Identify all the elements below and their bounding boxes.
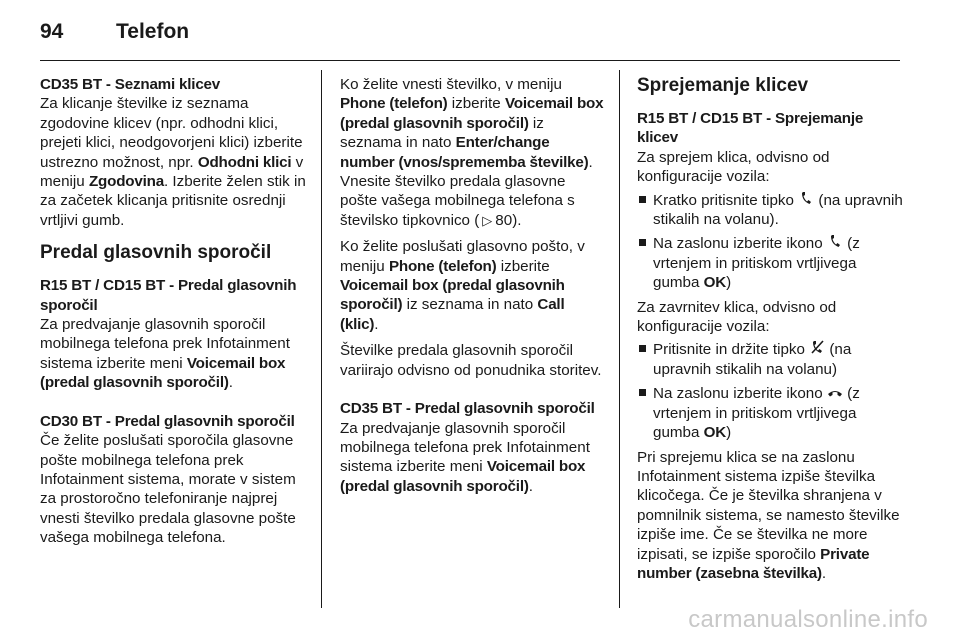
column-3 <box>637 75 905 590</box>
column-divider <box>321 70 322 608</box>
phone-icon <box>827 234 843 253</box>
menu-term: Voicemail box (predal glasovnih sporočil) <box>40 354 286 392</box>
menu-term: Phone (telefon) <box>388 257 497 275</box>
phone-hangup-icon <box>827 384 843 403</box>
section-subtitle: CD35 BT - Predal glasovnih sporočil <box>340 400 595 418</box>
section-subtitle: R15 BT / CD15 BT - Predal glasovnih sporočil <box>40 277 297 314</box>
bullet-icon <box>639 239 646 246</box>
paragraph: Če želite poslušati sporočila glasovne pošte mobilnega telefona prek Infotainment sistema, morate v sistem za prostoročno telefoniranje najprej vnesti številko predala glasovne pošte vašega mobilnega telefona. <box>40 432 296 547</box>
header-rule <box>40 60 900 61</box>
column-1 <box>40 75 308 555</box>
mute-icon <box>809 340 825 359</box>
page-header <box>40 20 920 46</box>
ok-label: OK <box>703 274 727 292</box>
section-subtitle: R15 BT / CD15 BT - Sprejemanje klicev <box>637 110 864 147</box>
bullet-icon <box>639 345 646 352</box>
chapter-title: Telefon <box>116 20 190 43</box>
paragraph: Pri sprejemu klica se na zaslonu Infotainment sistema izpiše številka klicočega. Če je številka shranjena v pomnilnik sistema, se namesto številke izpiše ime. Če se številka ne more izpisati, se izpiše sporočilo Private number (zasebna številka). <box>637 448 900 582</box>
list-item: Pritisnite in držite tipko (na upravnih stikalih na volanu) <box>637 340 905 379</box>
paragraph: Za klicanje številke iz seznama zgodovine klicev (npr. odhodni klici, prejeti klici, neodgovorjeni klici) izberite ustrezno možnost, npr. Odhodni klici v meniju Zgodovina. Izberite želen stik in za začetek klicanja pritisnite osrednji vrtljivi gumb. <box>40 95 306 229</box>
bullet-list <box>637 191 905 293</box>
paragraph: Ko želite poslušati glasovno pošto, v meniju Phone (telefon) izberite Voicemail box (predal glasovnih sporočil) iz seznama in nato Call (klic). <box>340 238 585 333</box>
ok-label: OK <box>703 424 727 442</box>
column-2 <box>340 75 606 503</box>
paragraph: Za zavrnitev klica, odvisno od konfiguracije vozila: <box>637 298 837 336</box>
menu-term: Voicemail box (predal glasovnih sporočil) <box>340 277 565 314</box>
watermark: carmanualsonline.info <box>688 606 928 633</box>
column-divider <box>619 70 620 608</box>
section-heading: Predal glasovnih sporočil <box>40 242 272 264</box>
paragraph: Za predvajanje glasovnih sporočil mobilnega telefona prek Infotainment sistema izberite meni Voicemail box (predal glasovnih sporočil). <box>340 419 590 495</box>
section-heading: Sprejemanje klicev <box>637 75 809 96</box>
section-subtitle: CD30 BT - Predal glasovnih sporočil <box>40 412 295 430</box>
menu-term: Voicemail box (predal glasovnih sporočil) <box>340 95 604 132</box>
list-item: Kratko pritisnite tipko (na upravnih stikalih na volanu). <box>637 191 905 230</box>
bullet-icon <box>639 389 646 396</box>
list-item: Na zaslonu izberite ikono (z vrtenjem in pritiskom vrtljivega gumba OK) <box>637 234 905 292</box>
menu-term: Phone (telefon) <box>340 95 448 113</box>
menu-term: Enter/change number (vnos/sprememba številke) <box>340 134 589 171</box>
list-item: Na zaslonu izberite ikono (z vrtenjem in pritiskom vrtljivega gumba OK) <box>637 384 905 442</box>
phone-icon <box>798 191 814 210</box>
paragraph: Številke predala glasovnih sporočil variirajo odvisno od ponudnika storitev. <box>340 342 602 379</box>
bullet-icon <box>639 196 646 203</box>
section-subtitle: CD35 BT - Seznami klicev <box>40 76 221 93</box>
menu-term: Voicemail box (predal glasovnih sporočil) <box>340 458 586 495</box>
paragraph: Za predvajanje glasovnih sporočil mobilnega telefona prek Infotainment sistema izberite meni Voicemail box (predal glasovnih sporočil). <box>40 316 290 392</box>
menu-term: Call (klic) <box>340 296 565 333</box>
menu-term: Odhodni klici <box>197 153 292 171</box>
paragraph: Za sprejem klica, odvisno od konfiguracije vozila: <box>637 148 830 186</box>
menu-term: Private number (zasebna številka) <box>637 545 870 582</box>
paragraph: Ko želite vnesti številko, v meniju Phone (telefon) izberite Voicemail box (predal glasovnih sporočil) iz seznama in nato Enter/change number (vnos/sprememba številke). Vnesite številko predala glasovne pošte vašega mobilnega telefona s številsko tipkovnico ( ▷ 80). <box>340 76 604 229</box>
page-reference-arrow-icon: ▷ <box>482 212 493 228</box>
bullet-list <box>637 340 905 442</box>
menu-term: Zgodovina <box>88 173 164 191</box>
page-number: 94 <box>40 20 64 43</box>
